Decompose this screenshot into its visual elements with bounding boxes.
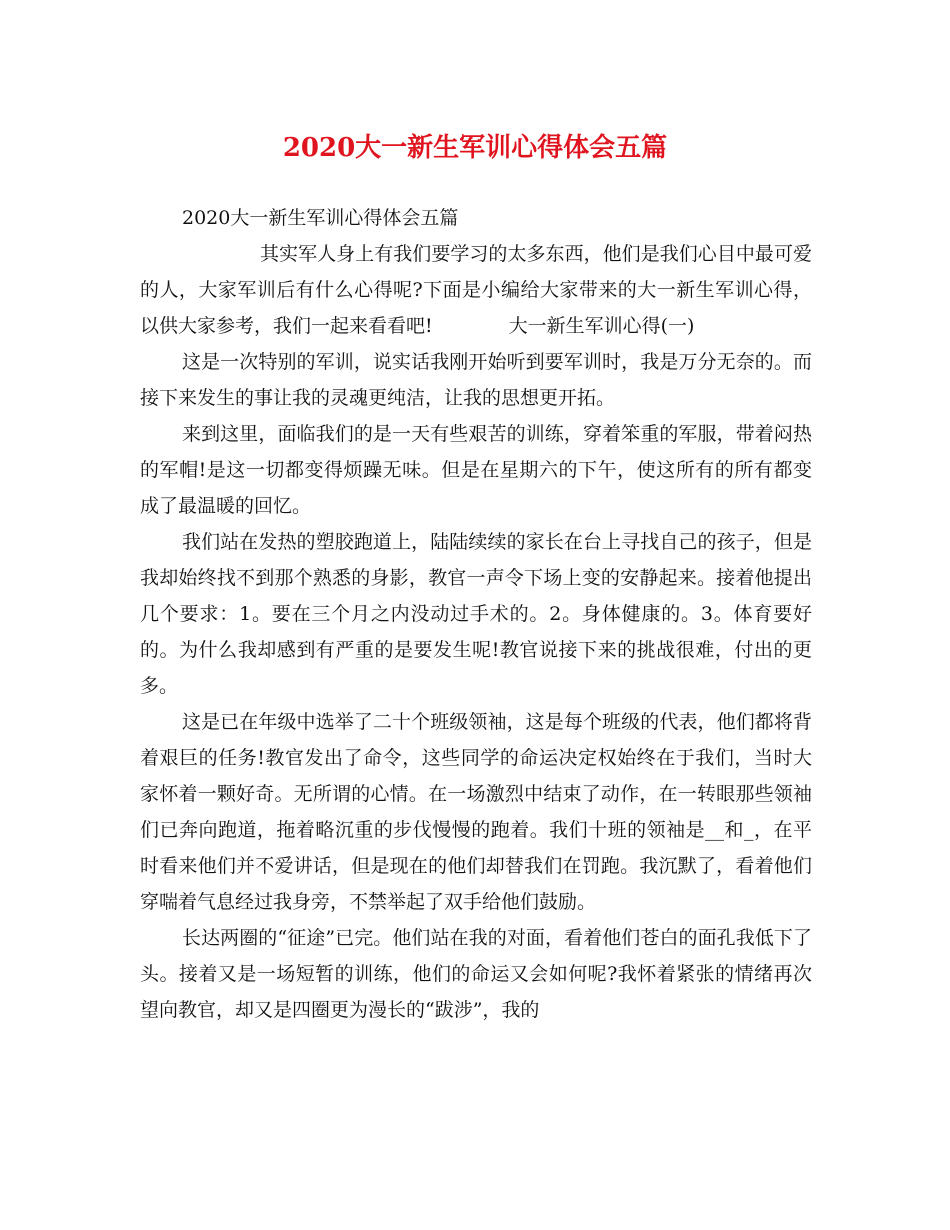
document-body: [140, 200, 812, 1028]
paragraph: 长达两圈的“征途”已完。他们站在我的对面，看着他们苍白的面孔我低下了头。接着又是一场短暂的训练，他们的命运又会如何呢?我怀着紧张的情绪再次望向教官，却又是四圈更为漫长的“跋涉”，我的: [140, 927, 812, 1021]
paragraph: 来到这里，面临我们的是一天有些艰苦的训练，穿着笨重的军服，带着闷热的军帽!是这一切都变得烦躁无味。但是在星期六的下午，使这所有的所有都变成了最温暖的回忆。: [140, 423, 812, 517]
paragraph: 这是已在年级中选举了二十个班级领袖，这是每个班级的代表，他们都将背着艰巨的任务!教官发出了命令，这些同学的命运决定权始终在于我们，当时大家怀着一颗好奇。无所谓的心情。在一场激烈中结束了动作，在一转眼那些领袖们已奔向跑道，拖着略沉重的步伐慢慢的跑着。我们十班的领袖是__和_，在平时看来他们并不爱讲话，但是现在的他们却替我们在罚跑。我沉默了，看着他们穿喘着气息经过我身旁，不禁举起了双手给他们鼓励。: [140, 711, 812, 913]
paragraph-intro: 其实军人身上有我们要学习的太多东西，他们是我们心目中最可爱的人，大家军训后有什么心得呢?下面是小编给大家带来的大一新生军训心得，以供大家参考，我们一起来看看吧! 大一新生军训心得(一): [140, 243, 812, 337]
document-subtitle: 2020大一新生军训心得体会五篇: [182, 207, 459, 229]
document-title: 2020大一新生军训心得体会五篇: [282, 133, 668, 163]
paragraph: 这是一次特别的军训，说实话我刚开始听到要军训时，我是万分无奈的。而接下来发生的事让我的灵魂更纯洁，让我的思想更开拓。: [140, 351, 812, 409]
paragraph: 我们站在发热的塑胶跑道上，陆陆续续的家长在台上寻找自己的孩子，但是我却始终找不到那个熟悉的身影，教官一声令下场上变的安静起来。接着他提出几个要求：1。要在三个月之内没动过手术的。2。身体健康的。3。体育要好的。为什么我却感到有严重的是要发生呢!教官说接下来的挑战很难，付出的更多。: [140, 531, 812, 697]
